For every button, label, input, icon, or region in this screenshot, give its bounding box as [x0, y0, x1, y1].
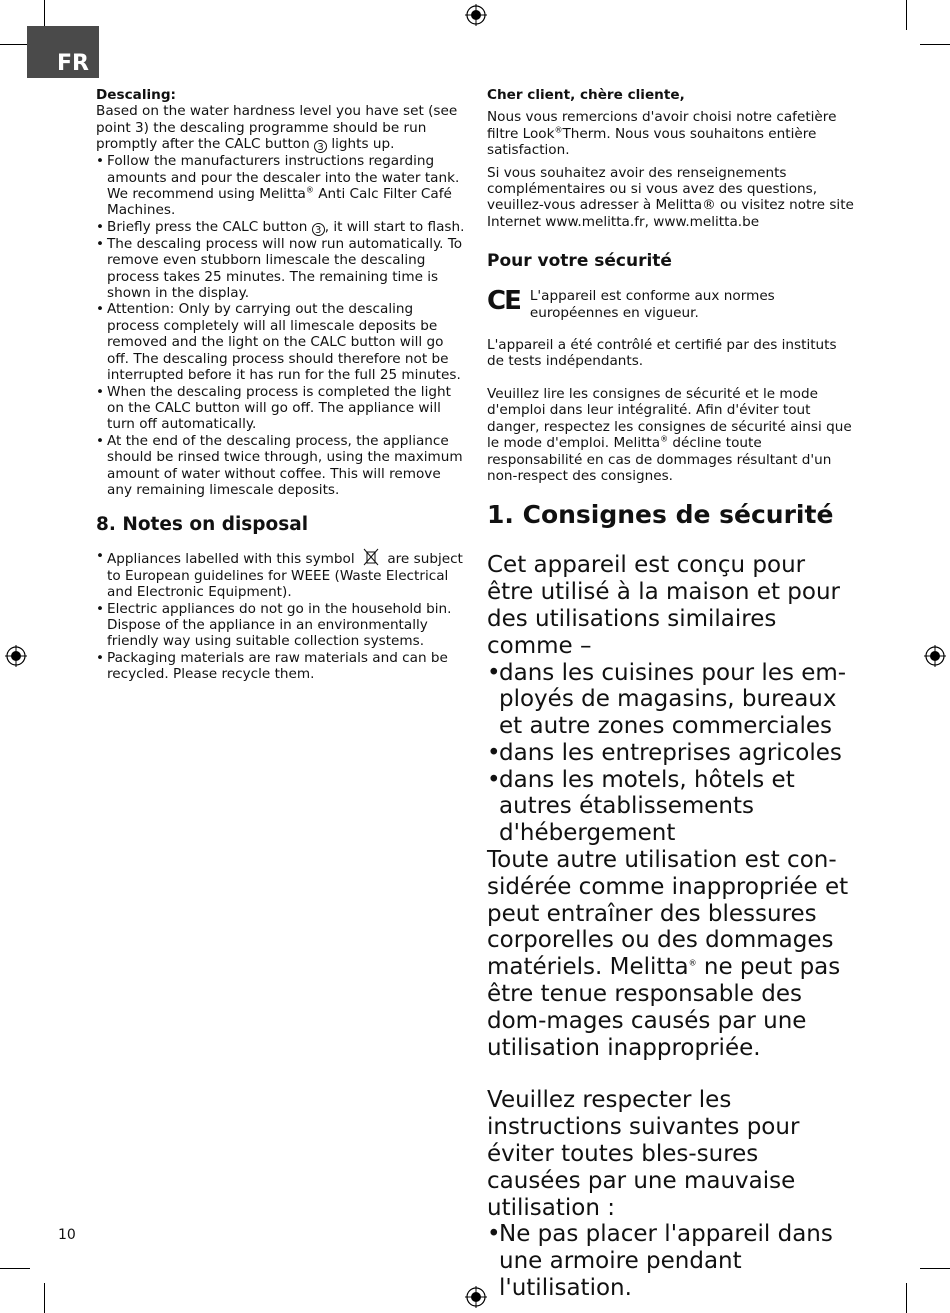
- info-paragraph: Si vous souhaitez avoir des renseignements complémentaires ou si vous avez des questions, veuillez-vous adresser à Melitta® ou visitez notre site Internet www.melitta.fr, www.melitta.be: [487, 164, 854, 230]
- read-instructions-paragraph: Veuillez lire les consignes de sécurité et le mode d'emploi dans leur intégralité. Afin d'éviter tout danger, respectez les consignes de sécurité ainsi que le mode d'emploi. Melitta® décline toute responsabilité en cas de dommages résultant d'un non-respect des consignes.: [487, 385, 852, 484]
- registration-mark-icon: [924, 645, 946, 667]
- rules-list: [487, 1221, 857, 1301]
- crop-mark: [0, 1268, 30, 1269]
- disposal-list: [96, 548, 466, 682]
- list-item: • When the descaling process is completed the light on the CALC button will go off. The appliance will turn off automatically.: [96, 384, 466, 433]
- list-item: • dans les cuisines pour les em-ployés de magasins, bureaux et autre zones commerciales: [487, 660, 857, 740]
- list-item: • Appliances labelled with this symbol are subject to European guidelines for WEEE (Waste Electrical and Electronic Equipment).: [96, 548, 466, 600]
- list-item: • dans les entreprises agricoles: [487, 740, 857, 767]
- list-item: • dans les motels, hôtels et autres établissements d'hébergement: [487, 767, 857, 847]
- page-number: 10: [58, 1227, 76, 1243]
- registration-mark-icon: [465, 4, 487, 26]
- list-item: • The descaling process will now run automatically. To remove even stubborn limescale the descaling process takes 25 minutes. The remaining time is shown in the display.: [96, 236, 466, 302]
- tested-paragraph: L'appareil a été contrôlé et certifié par des instituts de tests indépendants.: [487, 337, 837, 370]
- number-3-icon: 3: [314, 140, 327, 153]
- intended-use-section: [487, 552, 857, 1302]
- disposal-heading: 8. Notes on disposal: [96, 514, 309, 536]
- ce-text: L'appareil est conforme aux normes européennes en vigueur.: [529, 288, 775, 321]
- right-column: [487, 87, 857, 1302]
- list-item: • Follow the manufacturers instructions regarding amounts and pour the descaler into the water tank. We recommend using Melitta® Anti Calc Filter Café Machines.: [96, 153, 466, 219]
- safety-heading: Pour votre sécurité: [487, 251, 672, 272]
- crop-mark: [0, 44, 30, 45]
- ce-notice: [487, 288, 857, 321]
- use-intro: Cet appareil est conçu pour être utilisé à la maison et pour des utilisations similaires comme –: [487, 552, 841, 659]
- thanks-paragraph: Nous vous remercions d'avoir choisi notre cafetière filtre Look®Therm. Nous vous souhaitons entière satisfaction.: [487, 109, 837, 159]
- crop-mark: [906, 1283, 907, 1313]
- crop-mark: [906, 0, 907, 30]
- list-item: • Briefly press the CALC button 3 , it will start to flash.: [96, 219, 466, 236]
- descaling-heading: Descaling:: [96, 87, 176, 103]
- crop-mark: [920, 44, 950, 45]
- crop-mark: [44, 1283, 45, 1313]
- misuse-paragraph: Toute autre utilisation est con-sidérée comme inappropriée et peut entraîner des blessures corporelles ou des dommages matériels. Melitta® ne peut pas être tenue responsable des dom-mages causés par une utilisation inappropriée.: [487, 847, 849, 1061]
- language-badge: FR: [27, 26, 99, 78]
- list-item: • Ne pas placer l'appareil dans une armoire pendant l'utilisation.: [487, 1221, 857, 1301]
- registration-mark-icon: [5, 645, 27, 667]
- respect-paragraph: Veuillez respecter les instructions suivantes pour éviter toutes bles-sures causées par une mauvaise utilisation :: [487, 1087, 800, 1221]
- list-item: • At the end of the descaling process, the appliance should be rinsed twice through, using the maximum amount of water without coffee. This will remove any remaining limescale deposits.: [96, 433, 466, 499]
- crop-mark: [920, 1268, 950, 1269]
- number-3-icon: 3: [312, 223, 325, 236]
- left-column: [96, 87, 466, 683]
- ce-mark-icon: CE: [487, 286, 520, 317]
- consignes-heading: 1. Consignes de sécurité: [487, 500, 834, 530]
- list-item: • Attention: Only by carrying out the descaling process completely will all limescale deposits be removed and the light on the CALC button will go off. The descaling process should therefore not be interrupted before it has run for the full 25 minutes.: [96, 301, 466, 383]
- descaling-intro: Based on the water hardness level you have set (see point 3) the descaling programme should be run promptly after the CALC button 3 lights up.: [96, 103, 458, 154]
- descaling-steps: [96, 153, 466, 498]
- crossed-bin-icon: [361, 548, 381, 566]
- list-item: • Packaging materials are raw materials and can be recycled. Please recycle them.: [96, 650, 466, 683]
- greeting: Cher client, chère cliente,: [487, 87, 685, 103]
- registration-mark-icon: [465, 1286, 487, 1308]
- use-list: [487, 660, 857, 848]
- list-item: • Electric appliances do not go in the household bin. Dispose of the appliance in an environmentally friendly way using suitable collection systems.: [96, 601, 466, 650]
